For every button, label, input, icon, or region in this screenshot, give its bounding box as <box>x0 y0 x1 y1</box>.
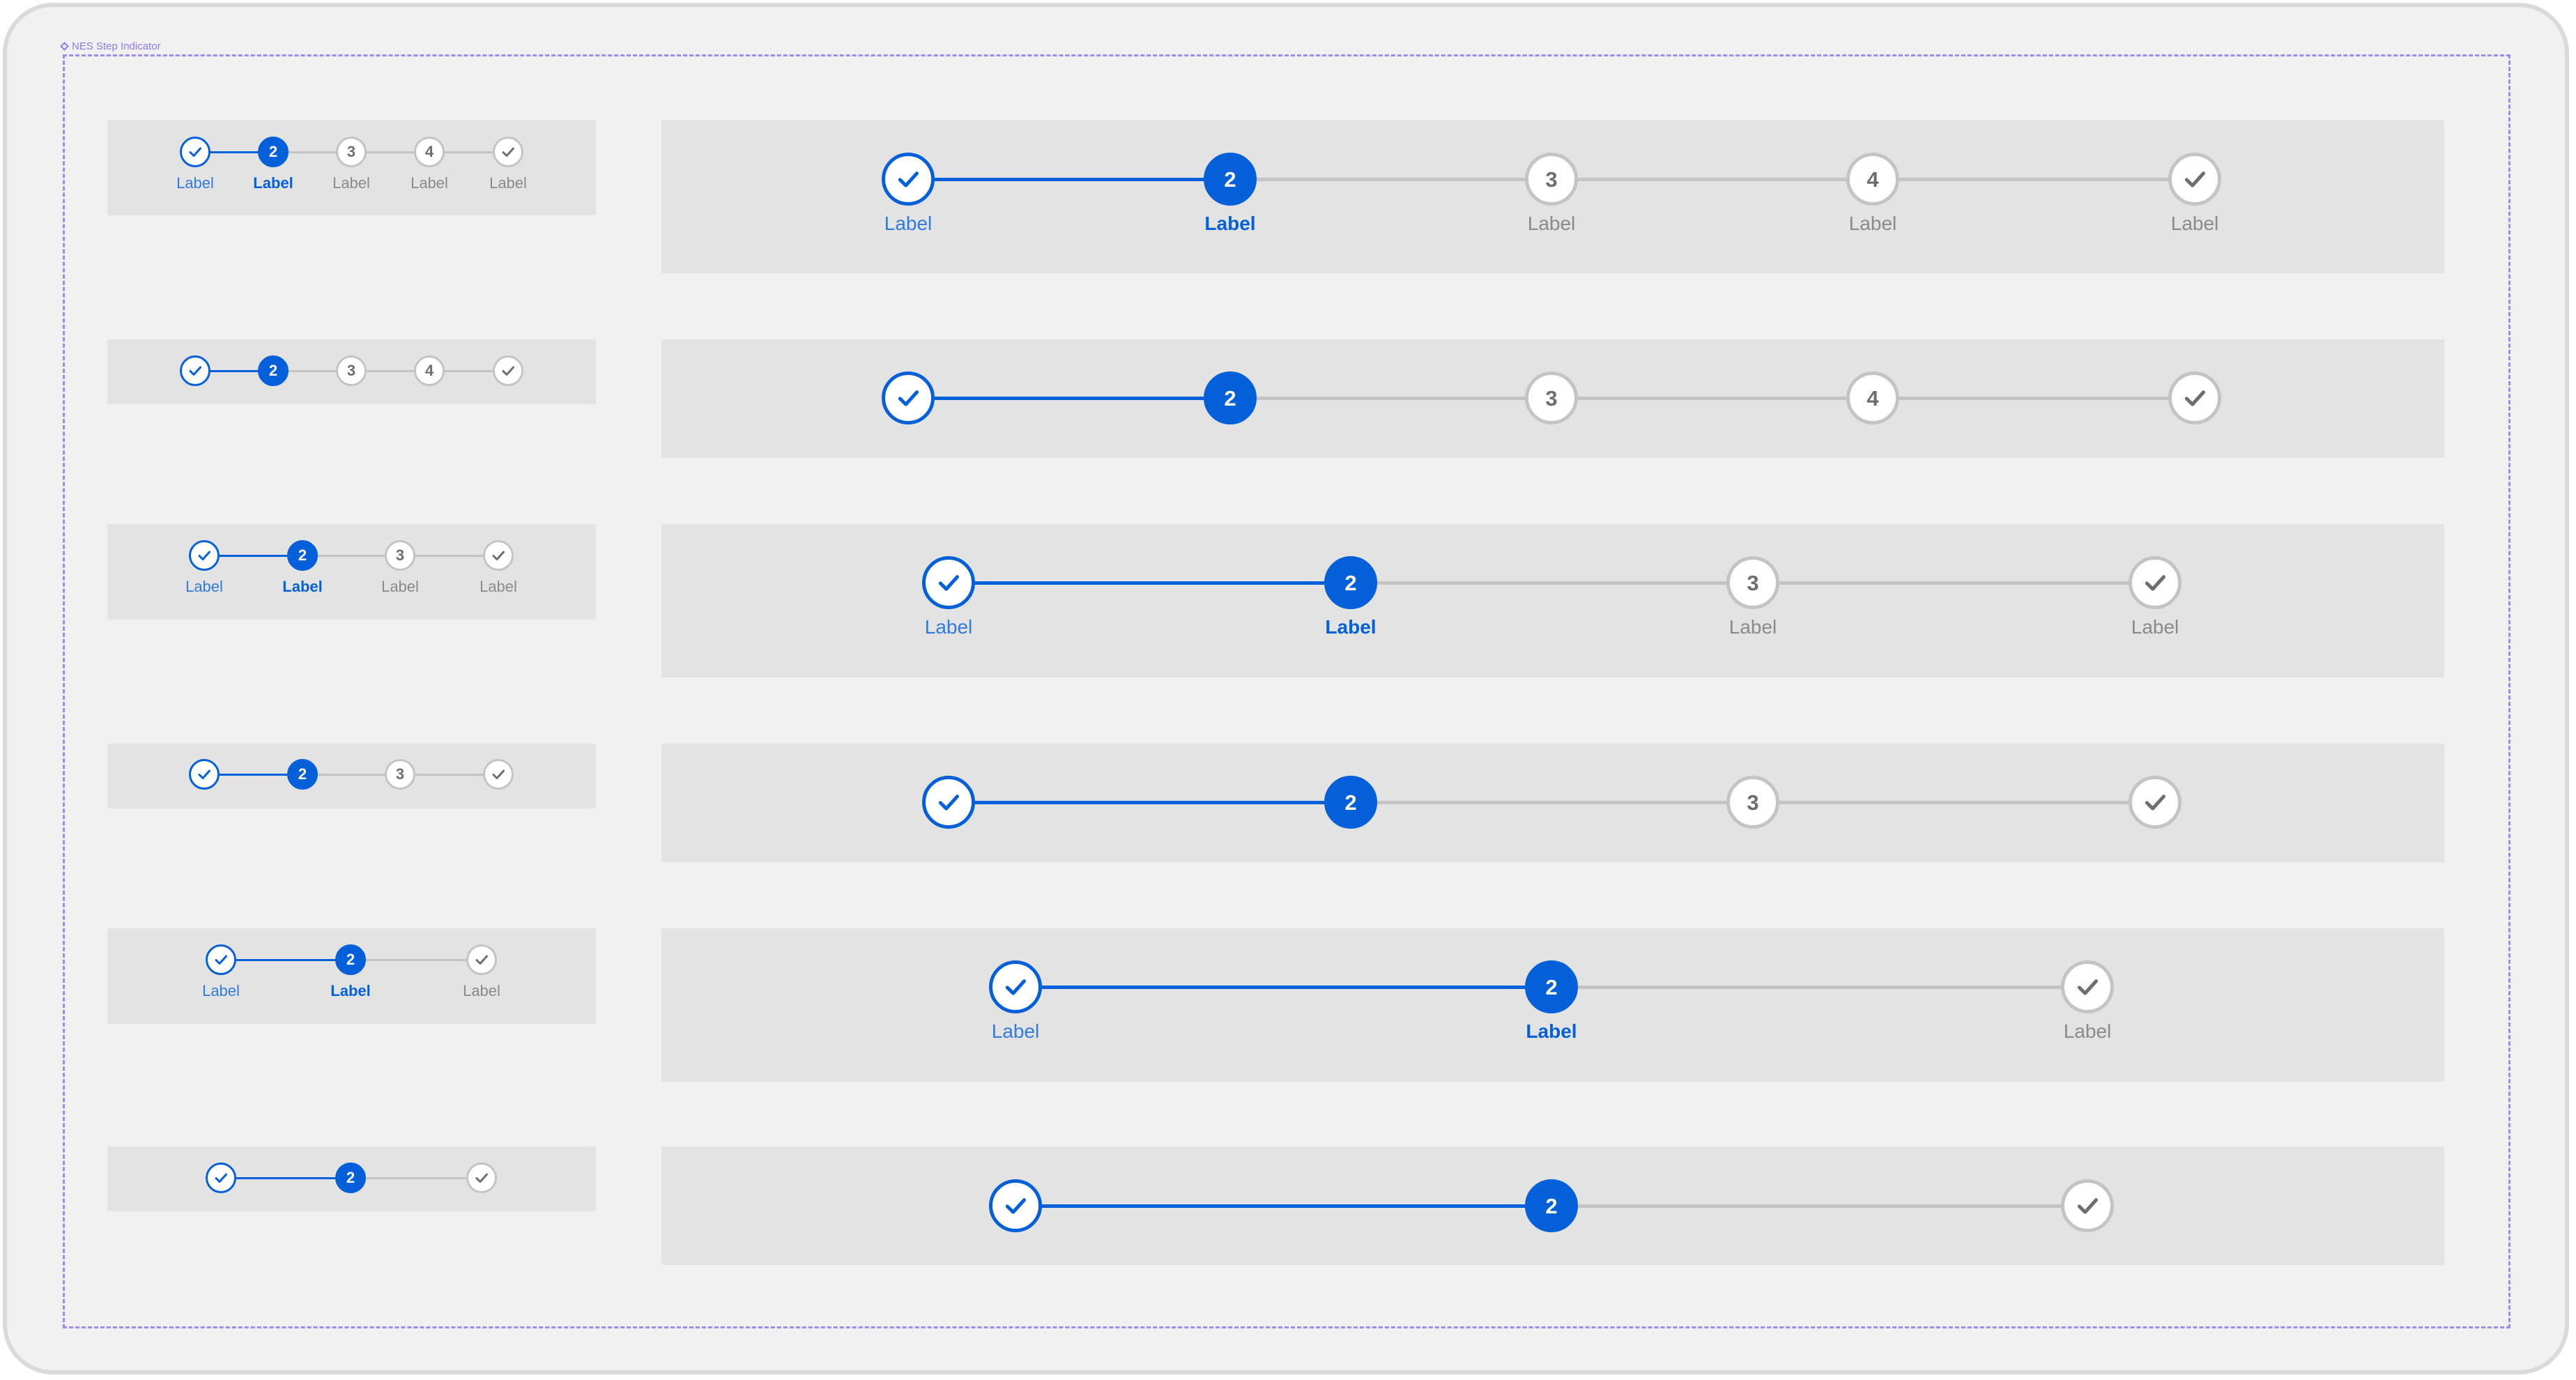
checkmark-icon <box>213 951 229 968</box>
step-connector <box>1873 397 2195 400</box>
step-1-done[interactable] <box>882 371 935 424</box>
checkmark-icon <box>2073 973 2101 1001</box>
step-5-final[interactable] <box>493 137 523 167</box>
checkmark-icon <box>490 766 507 783</box>
step-2-label: Label <box>282 578 323 595</box>
step-number: 3 <box>1747 570 1759 595</box>
step-connector <box>1551 986 2087 989</box>
step-number: 2 <box>346 1169 355 1186</box>
step-4-final[interactable] <box>483 540 514 571</box>
step-2-label: Label <box>1526 1020 1577 1042</box>
step-1-done[interactable] <box>180 355 210 386</box>
step-number: 3 <box>1545 167 1558 192</box>
step-2-current[interactable] <box>335 1163 366 1193</box>
step-5-final[interactable] <box>493 355 523 386</box>
checkmark-icon <box>1002 973 1029 1001</box>
step-number: 3 <box>1747 790 1759 815</box>
step-2-current[interactable] <box>1525 1179 1578 1232</box>
step-number: 2 <box>346 951 355 968</box>
step-1-done[interactable] <box>989 960 1042 1013</box>
step-3-upcoming[interactable] <box>1726 776 1779 829</box>
step-3-label: Label <box>332 174 370 192</box>
step-number: 2 <box>1545 1193 1558 1218</box>
step-4-final[interactable] <box>2129 776 2182 829</box>
step-1-done[interactable] <box>180 137 210 167</box>
step-4-upcoming[interactable] <box>1846 371 1899 424</box>
step-indicator-small-row-3 <box>107 524 596 620</box>
step-3-final[interactable] <box>2061 1179 2114 1232</box>
step-4-final[interactable] <box>483 759 514 790</box>
step-connector <box>1230 397 1551 400</box>
step-3-final[interactable] <box>2061 960 2114 1013</box>
checkmark-icon <box>2073 1192 2101 1220</box>
step-connector <box>1551 1204 2087 1208</box>
step-1-done[interactable] <box>189 759 220 790</box>
step-connector <box>1015 1204 1551 1208</box>
step-4-label: Label <box>411 174 448 192</box>
step-number: 2 <box>1224 167 1236 192</box>
step-indicator-large-row-4 <box>661 744 2444 862</box>
step-number: 3 <box>395 546 405 564</box>
checkmark-icon <box>187 362 204 379</box>
checkmark-icon <box>187 144 204 160</box>
checkmark-icon <box>500 362 516 379</box>
checkmark-icon <box>213 1170 229 1186</box>
step-3-upcoming[interactable] <box>336 355 367 386</box>
step-number: 4 <box>1866 385 1879 411</box>
step-number: 4 <box>424 362 434 379</box>
step-3-upcoming[interactable] <box>336 137 367 167</box>
component-title-text: NES Step Indicator <box>72 40 161 52</box>
step-3-label: Label <box>2063 1020 2112 1042</box>
step-4-label: Label <box>2131 616 2179 638</box>
checkmark-icon <box>935 788 963 816</box>
step-1-done[interactable] <box>922 556 975 609</box>
step-2-label: Label <box>330 982 371 999</box>
step-connector <box>1351 581 1753 585</box>
step-3-label: Label <box>1728 616 1777 638</box>
step-3-label: Label <box>381 578 419 595</box>
step-connector <box>221 959 351 961</box>
checkmark-icon <box>196 766 213 783</box>
checkmark-icon <box>500 144 516 160</box>
step-2-current[interactable] <box>258 137 289 167</box>
checkmark-icon <box>490 547 507 564</box>
step-number: 4 <box>424 143 434 160</box>
step-4-upcoming[interactable] <box>1846 153 1899 206</box>
step-connector <box>949 801 1351 804</box>
checkmark-icon <box>473 951 490 968</box>
step-indicator-small-row-6 <box>107 1147 596 1211</box>
component-icon <box>60 42 69 51</box>
step-connector <box>1753 801 2155 804</box>
step-connector <box>1551 178 1873 181</box>
step-connector <box>1351 801 1753 804</box>
step-4-label: Label <box>1848 213 1897 234</box>
checkmark-icon <box>2181 384 2209 412</box>
step-connector <box>351 1177 482 1179</box>
step-3-label: Label <box>463 982 500 999</box>
step-1-done[interactable] <box>206 944 236 975</box>
step-1-done[interactable] <box>882 153 935 206</box>
step-number: 2 <box>268 362 278 379</box>
checkmark-icon <box>894 384 922 412</box>
step-connector <box>908 178 1230 181</box>
step-indicator-small-row-5 <box>107 928 596 1024</box>
step-4-upcoming[interactable] <box>414 137 445 167</box>
step-indicator-large-row-1 <box>661 120 2444 273</box>
step-2-current[interactable] <box>287 759 318 790</box>
step-number: 3 <box>395 765 405 783</box>
step-number: 2 <box>1545 974 1558 999</box>
step-connector <box>1230 178 1551 181</box>
step-number: 2 <box>1344 790 1357 815</box>
step-indicator-large-row-5 <box>661 928 2444 1082</box>
step-2-current[interactable] <box>258 355 289 386</box>
step-3-final[interactable] <box>466 1163 497 1193</box>
step-number: 3 <box>346 143 356 160</box>
step-2-current[interactable] <box>1525 960 1578 1013</box>
step-4-label: Label <box>480 578 517 595</box>
step-3-upcoming[interactable] <box>1726 556 1779 609</box>
step-2-current[interactable] <box>1204 153 1257 206</box>
step-2-current[interactable] <box>1324 776 1377 829</box>
step-3-upcoming[interactable] <box>1525 371 1578 424</box>
step-2-current[interactable] <box>1204 371 1257 424</box>
step-connector <box>221 1177 351 1179</box>
step-3-label: Label <box>1527 213 1576 234</box>
step-2-current[interactable] <box>1324 556 1377 609</box>
step-1-done[interactable] <box>189 540 220 571</box>
checkmark-icon <box>2141 569 2169 597</box>
step-indicator-large-row-3 <box>661 524 2444 677</box>
step-2-label: Label <box>253 174 293 192</box>
step-connector <box>1873 178 2195 181</box>
step-number: 3 <box>1545 385 1558 411</box>
step-number: 4 <box>1866 167 1879 192</box>
step-number: 3 <box>346 362 356 379</box>
step-1-label: Label <box>991 1020 1040 1042</box>
step-connector <box>1551 397 1873 400</box>
step-connector <box>1753 581 2155 585</box>
step-3-upcoming[interactable] <box>385 540 415 571</box>
checkmark-icon <box>2181 165 2209 193</box>
step-indicator-small-row-4 <box>107 744 596 808</box>
step-indicator-large-row-2 <box>661 339 2444 458</box>
step-indicator-large-row-6 <box>661 1147 2444 1265</box>
step-5-final[interactable] <box>2168 153 2221 206</box>
checkmark-icon <box>196 547 213 564</box>
step-indicator-small-row-1 <box>107 120 596 215</box>
step-5-label: Label <box>2170 213 2219 234</box>
step-indicator-small-row-2 <box>107 339 596 404</box>
checkmark-icon <box>894 165 922 193</box>
checkmark-icon <box>473 1170 490 1186</box>
step-1-done[interactable] <box>989 1179 1042 1232</box>
step-1-label: Label <box>176 174 214 192</box>
step-2-current[interactable] <box>335 944 366 975</box>
step-number: 2 <box>1344 570 1357 595</box>
step-number: 2 <box>298 765 307 783</box>
step-4-final[interactable] <box>2129 556 2182 609</box>
step-3-upcoming[interactable] <box>1525 153 1578 206</box>
step-1-done[interactable] <box>206 1163 236 1193</box>
step-4-upcoming[interactable] <box>414 355 445 386</box>
step-2-current[interactable] <box>287 540 318 571</box>
step-2-label: Label <box>1325 616 1377 638</box>
step-1-label: Label <box>185 578 223 595</box>
step-number: 2 <box>1224 385 1236 411</box>
step-2-label: Label <box>1204 213 1256 234</box>
checkmark-icon <box>1002 1192 1029 1220</box>
step-number: 2 <box>298 546 307 564</box>
checkmark-icon <box>2141 788 2169 816</box>
step-1-label: Label <box>202 982 240 999</box>
step-5-final[interactable] <box>2168 371 2221 424</box>
checkmark-icon <box>935 569 963 597</box>
component-title <box>61 40 161 52</box>
step-connector <box>351 959 482 961</box>
step-connector <box>1015 986 1551 989</box>
step-connector <box>949 581 1351 585</box>
step-number: 2 <box>268 143 278 160</box>
step-connector <box>908 397 1230 400</box>
step-1-label: Label <box>884 213 933 234</box>
step-3-upcoming[interactable] <box>385 759 415 790</box>
step-5-label: Label <box>489 174 527 192</box>
step-1-label: Label <box>924 616 973 638</box>
step-1-done[interactable] <box>922 776 975 829</box>
step-3-final[interactable] <box>466 944 497 975</box>
